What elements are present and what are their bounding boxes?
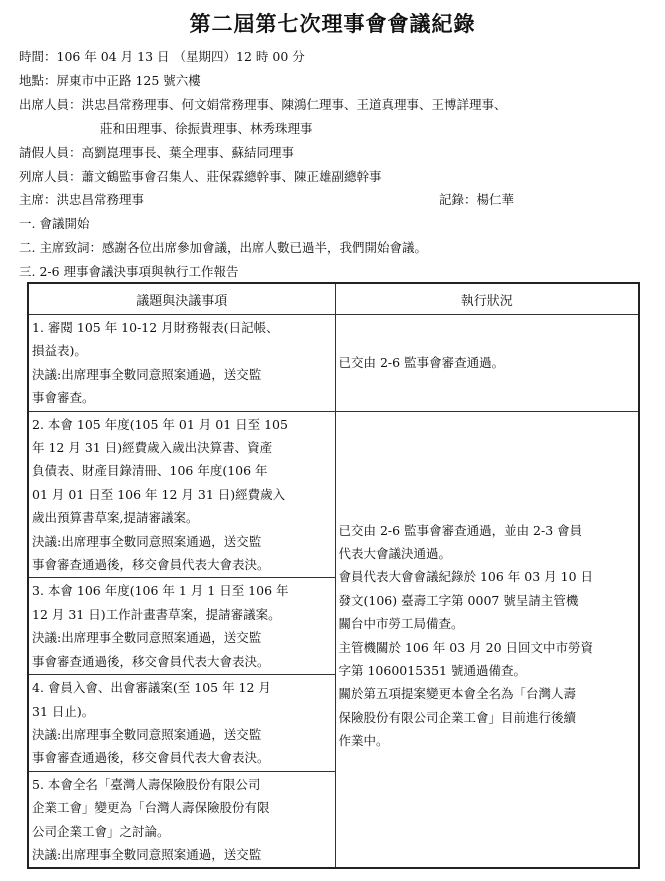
- status-text: 已交由 2-6 監事會審查通過。: [338, 355, 505, 371]
- topic-line: 決議:出席理事全數同意照案通過，送交監: [32, 846, 262, 862]
- status-line: 關台中市勞工局備查。: [338, 616, 464, 632]
- leave-list: 請假人員：高劉崑理事長、葉全理事、蘇結同理事: [19, 145, 295, 160]
- status-line: 關於第五項提案變更本會全名為「台灣人壽: [338, 686, 577, 702]
- topic-line: 企業工會」變更為「台灣人壽保險股份有限: [32, 800, 270, 816]
- topic-cell-group: [28, 411, 335, 868]
- table-row: [28, 411, 639, 868]
- topic-cell: [28, 315, 335, 412]
- topic-line: 2. 本會 105 年度(105 年 01 月 01 日至 105: [32, 416, 288, 432]
- topic-line: 決議:出席理事全數同意照案通過，送交監: [32, 533, 262, 549]
- topic-item-5: [29, 771, 335, 868]
- topic-line: 12 月 31 日)工作計畫書草案，提請審議案。: [32, 606, 281, 622]
- topic-item-3: [29, 577, 335, 674]
- table-row: [28, 315, 639, 412]
- status-line: 發文(106) 臺壽工字第 0007 號呈請主管機: [338, 592, 579, 608]
- chair: 主席：洪忠昌常務理事: [19, 192, 145, 207]
- topic-line: 31 日止)。: [32, 703, 95, 719]
- agenda-item-3: 三. 2-6 理事會議決事項與執行工作報告: [19, 264, 239, 279]
- attendees-line-2: 莊和田理事、徐振貴理事、林秀珠理事: [100, 121, 313, 136]
- status-cell: [335, 315, 639, 412]
- topic-line: 負債表、財產目錄清冊、106 年度(106 年: [32, 463, 268, 479]
- status-line: 代表大會議決通過。: [338, 546, 452, 562]
- meeting-place: 地點：屏東市中正路 125 號六樓: [19, 73, 201, 88]
- topic-line: 1. 審閱 105 年 10-12 月財務報表(日記帳、: [32, 320, 279, 335]
- status-line: 保險股份有限公司企業工會」目前進行後續: [338, 709, 577, 725]
- topic-line: 決議:出席理事全數同意照案通過，送交監: [32, 366, 262, 382]
- topic-line: 01 月 01 日至 106 年 12 月 31 日)經費歲入: [32, 486, 286, 502]
- attendees-line-1: 出席人員：洪忠昌常務理事、何文娟常務理事、陳鴻仁理事、王道真理事、王博詳理事、: [19, 97, 507, 112]
- topic-line: 事會審查通過後，移交會員代表大會表決。: [32, 557, 270, 573]
- table-header-row: [28, 283, 639, 315]
- topic-line: 年 12 月 31 日)經費歲入歲出決算書、資產: [32, 440, 273, 456]
- status-line: 作業中。: [338, 733, 389, 749]
- topic-line: 事會審查通過後，移交會員代表大會表決。: [32, 653, 270, 669]
- status-cell: [335, 411, 639, 868]
- topic-line: 決議:出席理事全數同意照案通過，送交監: [32, 726, 262, 742]
- observers-list: 列席人員：蕭文鶴監事會召集人、莊保霖總幹事、陳正雄副總幹事: [19, 169, 382, 184]
- agenda-item-1: 一. 會議開始: [19, 216, 90, 231]
- recorder: 記錄：楊仁華: [439, 192, 515, 207]
- document-title: 第二屆第七次理事會會議紀錄: [189, 11, 476, 36]
- status-line: 已交由 2-6 監事會審查通過，並由 2-3 會員: [338, 522, 583, 538]
- status-line: 主管機關於 106 年 03 月 20 日回文中市勞資: [338, 639, 594, 655]
- topic-line: 事會審查。: [32, 390, 95, 406]
- topic-line: 損益表)。: [32, 343, 87, 359]
- resolutions-table: [27, 282, 640, 869]
- chair-recorder-row: [19, 190, 619, 210]
- agenda-item-2: 二. 主席致詞：感謝各位出席參加會議，出席人數已過半，我們開始會議。: [19, 240, 427, 255]
- meeting-time: 時間：106 年 04 月 13 日 （星期四）12 時 00 分: [19, 49, 305, 64]
- header-status: 執行狀況: [335, 283, 639, 315]
- status-line: 字第 1060015351 號通過備查。: [338, 663, 526, 679]
- topic-line: 決議:出席理事全數同意照案通過，送交監: [32, 630, 262, 646]
- status-line: 會員代表大會會議紀錄於 106 年 03 月 10 日: [338, 569, 594, 585]
- topic-line: 3. 本會 106 年度(106 年 1 月 1 日至 106 年: [32, 583, 289, 599]
- topic-line: 4. 會員入會、出會審議案(至 105 年 12 月: [32, 680, 271, 696]
- header-topics: 議題與決議事項: [28, 283, 335, 315]
- topic-line: 事會審查通過後，移交會員代表大會表決。: [32, 750, 270, 766]
- topic-item-2: [29, 412, 335, 578]
- topic-line: 歲出預算書草案,提請審議案。: [32, 510, 199, 526]
- topic-item-4: [29, 674, 335, 771]
- topic-line: 公司企業工會」之討論。: [32, 823, 170, 839]
- topic-line: 5. 本會全名「臺灣人壽保險股份有限公司: [32, 776, 261, 792]
